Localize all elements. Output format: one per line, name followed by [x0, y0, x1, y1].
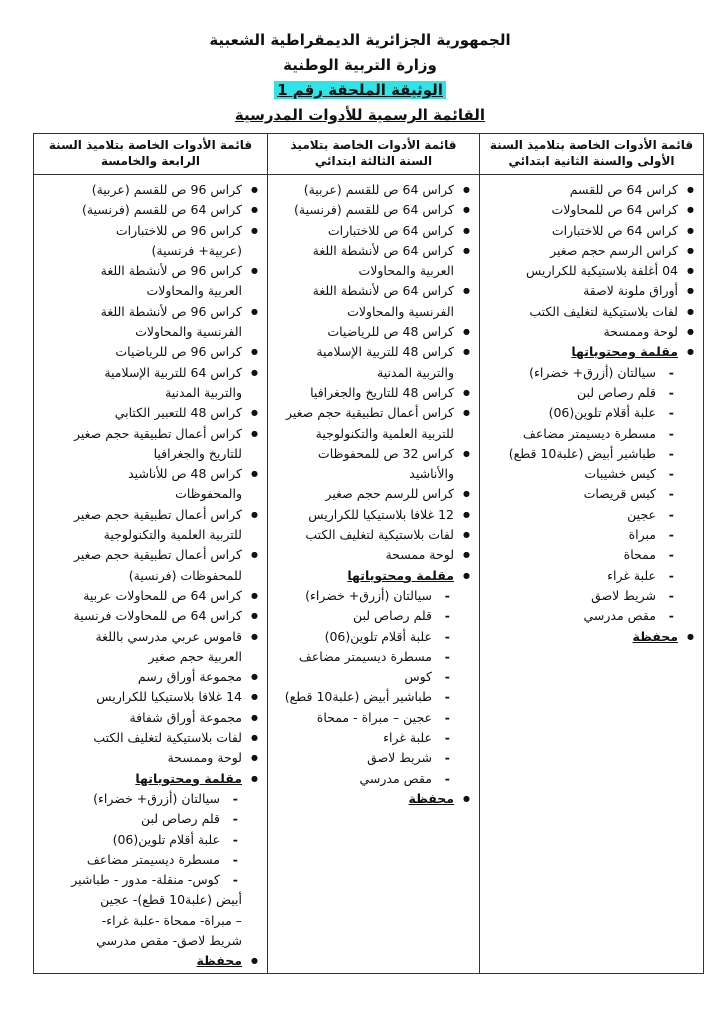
- list-subitem: - مبراة: [487, 525, 696, 545]
- list-item: ● 12 غلافا بلاستيكيا للكراريس: [275, 505, 472, 525]
- list-item: ● كراس 96 ص لأنشطة اللغة: [41, 302, 260, 322]
- list-item: ● كراس 64 ص لأنشطة اللغة: [275, 241, 472, 261]
- list-item: ● كراس 64 ص للمحاولات: [487, 200, 696, 220]
- list-item: ● مجموعة أوراق شفافة: [41, 708, 260, 728]
- list-item: ● كراس 64 ص للمحاولات فرنسية: [41, 606, 260, 626]
- list-subitem: - ممحاة: [487, 545, 696, 565]
- list-item: ● 14 غلافا بلاستيكيا للكراريس: [41, 687, 260, 707]
- list-item: ● لفات بلاستيكية لتغليف الكتب: [275, 525, 472, 545]
- column-header-grade-4-5: قائمة الأدوات الخاصة بتلاميذ السنة الرابعة والخامسة: [34, 134, 268, 175]
- list-subitem: - شريط لاصق: [275, 748, 472, 768]
- list-item: ● كراس 96 ص للاختبارات: [41, 221, 260, 241]
- column-grade-4-5: [34, 175, 268, 974]
- list-item: ● كراس 96 ص لأنشطة اللغة: [41, 261, 260, 281]
- list-item-continuation: – مبراة- ممحاة -علبة غراء-: [101, 912, 242, 928]
- list-section-heading-label: مقلمة ومحتوياتها: [135, 770, 242, 786]
- list-item: ● كراس 64 ص للقسم (عربية): [275, 180, 472, 200]
- list-section-heading: [275, 566, 472, 586]
- list-item: ● كراس للرسم حجم صغير: [275, 484, 472, 504]
- list-item: ● كراس الرسم حجم صغير: [487, 241, 696, 261]
- list-subitem: - مقص مدرسي: [487, 606, 696, 626]
- list-subitem: - مسطرة ديسيمتر مضاعف: [41, 850, 260, 870]
- list-item-continuation: للتاريخ والجغرافيا: [153, 445, 242, 461]
- list-item: ● لفات بلاستيكية لتغليف الكتب: [41, 728, 260, 748]
- list-subitem: - مسطرة ديسيمتر مضاعف: [275, 647, 472, 667]
- list-item: ● لوحة ممسحة: [275, 545, 472, 565]
- list-item-continuation: والمحفوظات: [175, 486, 242, 502]
- list-item: ● كراس أعمال تطبيقية حجم صغير: [41, 545, 260, 565]
- list-subitem: - شريط لاصق: [487, 586, 696, 606]
- list-item: ● كراس 48 ص للأناشيد: [41, 464, 260, 484]
- list-subitem: - كوس: [275, 667, 472, 687]
- list-subitem: - مقص مدرسي: [275, 769, 472, 789]
- list-item-continuation: للمحفوظات (فرنسية): [128, 567, 242, 583]
- list-section-heading: [275, 789, 472, 809]
- list-section-heading: [41, 769, 260, 789]
- list-subitem: - علبة أقلام تلوين(06): [487, 403, 696, 423]
- list-item: ● كراس 48 ص للرياضيات: [275, 322, 472, 342]
- list-subitem: - سيالتان (أزرق+ خضراء): [487, 363, 696, 383]
- list-item: ● كراس 64 ص للقسم: [487, 180, 696, 200]
- document-header: [0, 28, 720, 128]
- list-item-continuation: للتربية العلمية والتكنولوجية: [103, 527, 242, 543]
- list-item: ● كراس أعمال تطبيقية حجم صغير: [41, 505, 260, 525]
- list-section-heading: [487, 342, 696, 362]
- list-section-heading-label: مقلمة ومحتوياتها: [571, 344, 678, 360]
- list-item: ● كراس 48 للتاريخ والجغرافيا: [275, 383, 472, 403]
- list-item-continuation: والأناشيد: [409, 466, 454, 482]
- list-section-heading: [41, 951, 260, 971]
- ministry-title: وزارة التربية الوطنية: [283, 56, 437, 74]
- republic-title: الجمهورية الجزائرية الديمقراطية الشعبية: [209, 31, 511, 49]
- list-item-continuation: والتربية المدنية: [377, 364, 454, 380]
- list-item-continuation: العربية والمحاولات: [146, 283, 242, 299]
- list-subitem: - طباشير أبيض (علبة10 قطع): [487, 444, 696, 464]
- list-item-continuation: الفرنسية والمحاولات: [135, 324, 242, 340]
- list-section-heading-label: محفظة: [408, 790, 454, 806]
- list-subitem: - طباشير أبيض (علبة10 قطع): [275, 687, 472, 707]
- list-subitem: - قلم رصاص لبن: [275, 606, 472, 626]
- list-item-continuation: والتربية المدنية: [165, 384, 242, 400]
- list-subitem: - سيالتان (أزرق+ خضراء): [275, 586, 472, 606]
- table-header-row: [34, 134, 704, 175]
- list-subitem: - عجين: [487, 505, 696, 525]
- list-item: ● كراس 64 ص لأنشطة اللغة: [275, 281, 472, 301]
- list-item: ● 04 أغلفة بلاستيكية للكراريس: [487, 261, 696, 281]
- list-section-heading-label: محفظة: [196, 953, 242, 969]
- list-subitem: - كيس قريصات: [487, 484, 696, 504]
- list-subitem: - قلم رصاص لبن: [487, 383, 696, 403]
- list-item: ● قاموس عربي مدرسي باللغة: [41, 627, 260, 647]
- list-item: ● لفات بلاستيكية لتغليف الكتب: [487, 302, 696, 322]
- list-item-continuation: العربية والمحاولات: [358, 263, 454, 279]
- column-header-grade-3: قائمة الأدوات الخاصة بتلاميذ السنة الثالثة ابتدائي: [268, 134, 480, 175]
- list-subitem: - كوس- منقلة- مدور - طباشير: [41, 870, 260, 890]
- list-item: ● كراس أعمال تطبيقية حجم صغير: [275, 403, 472, 423]
- list-item: ● كراس 64 ص للقسم (فرنسية): [275, 200, 472, 220]
- supply-list-grade-1-2: [481, 176, 702, 647]
- list-subitem: - كيس خشيبات: [487, 464, 696, 484]
- list-item: ● كراس 96 ص للقسم (عربية): [41, 180, 260, 200]
- list-item: ● كراس 32 ص للمحفوظات: [275, 444, 472, 464]
- list-subitem: - علبة غراء: [275, 728, 472, 748]
- list-section-heading-label: محفظة: [632, 628, 678, 644]
- list-section-heading: [487, 627, 696, 647]
- list-item: ● كراس 96 ص للرياضيات: [41, 342, 260, 362]
- list-item: ● لوحة وممسحة: [41, 748, 260, 768]
- list-item: ● مجموعة أوراق رسم: [41, 667, 260, 687]
- list-subitem: - مسطرة ديسيمتر مضاعف: [487, 424, 696, 444]
- list-subitem: - عجين – مبراة - ممحاة: [275, 708, 472, 728]
- list-item-continuation: شريط لاصق- مقص مدرسي: [96, 932, 242, 948]
- list-item: ● كراس 64 ص للقسم (فرنسية): [41, 200, 260, 220]
- list-item-continuation: للتربية العلمية والتكنولوجية: [315, 425, 454, 441]
- list-item-continuation: الفرنسية والمحاولات: [347, 303, 454, 319]
- list-subitem: - علبة أقلام تلوين(06): [275, 627, 472, 647]
- column-grade-1-2: [480, 175, 704, 974]
- list-item: ● كراس 64 ص للاختبارات: [275, 221, 472, 241]
- supply-list-grade-4-5: [35, 176, 266, 972]
- column-grade-3: [268, 175, 480, 974]
- list-item: ● كراس 64 للتربية الإسلامية: [41, 363, 260, 383]
- list-item: ● كراس 64 ص للمحاولات عربية: [41, 586, 260, 606]
- list-item: ● كراس 48 للتربية الإسلامية: [275, 342, 472, 362]
- supplies-table: [33, 133, 704, 974]
- list-subitem: - علبة غراء: [487, 566, 696, 586]
- list-item: ● لوحة وممسحة: [487, 322, 696, 342]
- list-item: ● أوراق ملونة لاصقة: [487, 281, 696, 301]
- list-subitem: - علبة أقلام تلوين(06): [41, 830, 260, 850]
- official-list-title: القائمة الرسمية للأدوات المدرسية: [234, 106, 486, 124]
- table-body-row: [34, 175, 704, 974]
- list-item-continuation: أبيض (علبة10 قطع)- عجين: [100, 892, 242, 908]
- list-subitem: - قلم رصاص لبن: [41, 809, 260, 829]
- list-subitem: - سيالتان (أزرق+ خضراء): [41, 789, 260, 809]
- list-item-continuation: (عربية+ فرنسية): [151, 242, 242, 258]
- list-item: ● كراس 48 للتعبير الكتابي: [41, 403, 260, 423]
- list-item: ● كراس 64 ص للاختبارات: [487, 221, 696, 241]
- annex-document-label: الوثيقة الملحقة رقم 1: [274, 81, 446, 99]
- column-header-grade-1-2: قائمة الأدوات الخاصة بتلاميذ السنة الأولى والسنة الثانية ابتدائي: [480, 134, 704, 175]
- supply-list-grade-3: [269, 176, 478, 809]
- list-item: ● كراس أعمال تطبيقية حجم صغير: [41, 424, 260, 444]
- list-item-continuation: العربية حجم صغير: [148, 648, 242, 664]
- list-section-heading-label: مقلمة ومحتوياتها: [347, 567, 454, 583]
